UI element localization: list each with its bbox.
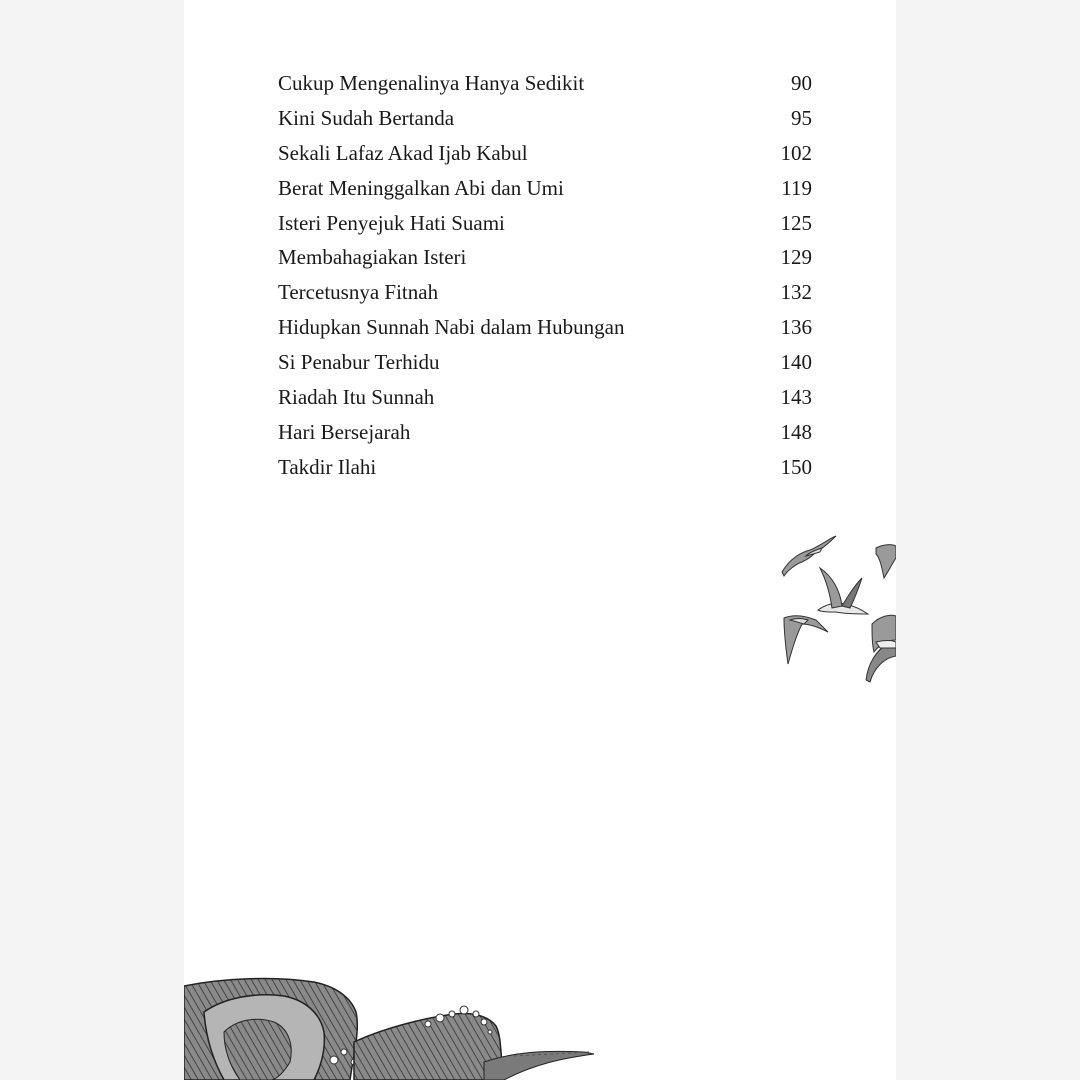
toc-page-number: 150 [780, 454, 812, 479]
toc-title: Riadah Itu Sunnah [278, 385, 435, 410]
toc-page-number: 140 [780, 350, 812, 375]
table-of-contents [278, 66, 812, 485]
toc-entry [278, 206, 812, 241]
toc-title: Cukup Mengenalinya Hanya Sedikit [278, 71, 585, 95]
toc-page-number: 129 [780, 245, 812, 270]
toc-page-number: 95 [791, 105, 812, 130]
toc-page-number: 143 [780, 385, 812, 410]
toc-entry [278, 240, 812, 275]
toc-page-number: 132 [780, 280, 812, 305]
toc-title: Membahagiakan Isteri [278, 245, 467, 270]
toc-title: Sekali Lafaz Akad Ijab Kabul [278, 140, 528, 165]
ocean-waves-illustration [184, 972, 604, 1080]
seagulls-illustration [780, 528, 896, 688]
toc-title: Berat Meninggalkan Abi dan Umi [278, 175, 564, 200]
toc-entry [278, 275, 812, 310]
toc-entry [278, 66, 812, 101]
toc-entry [278, 136, 812, 171]
toc-entry [278, 380, 812, 415]
toc-page-number: 90 [791, 71, 812, 95]
toc-page-number: 102 [780, 140, 812, 165]
toc-entry [278, 415, 812, 450]
toc-title: Tercetusnya Fitnah [278, 280, 439, 305]
toc-title: Takdir Ilahi [278, 454, 377, 479]
toc-entry [278, 345, 812, 380]
toc-entry [278, 310, 812, 345]
toc-page-number: 136 [780, 315, 812, 340]
toc-page-number: 148 [780, 419, 812, 444]
toc-title: Isteri Penyejuk Hati Suami [278, 210, 505, 235]
toc-title: Hari Bersejarah [278, 419, 411, 444]
toc-entry [278, 450, 812, 485]
book-page [184, 0, 896, 1080]
toc-page-number: 125 [780, 210, 812, 235]
toc-title: Hidupkan Sunnah Nabi dalam Hubungan [278, 315, 625, 340]
toc-title: Si Penabur Terhidu [278, 350, 440, 375]
toc-entry [278, 101, 812, 136]
toc-title: Kini Sudah Bertanda [278, 105, 455, 130]
toc-entry [278, 171, 812, 206]
toc-page-number: 119 [781, 175, 812, 200]
